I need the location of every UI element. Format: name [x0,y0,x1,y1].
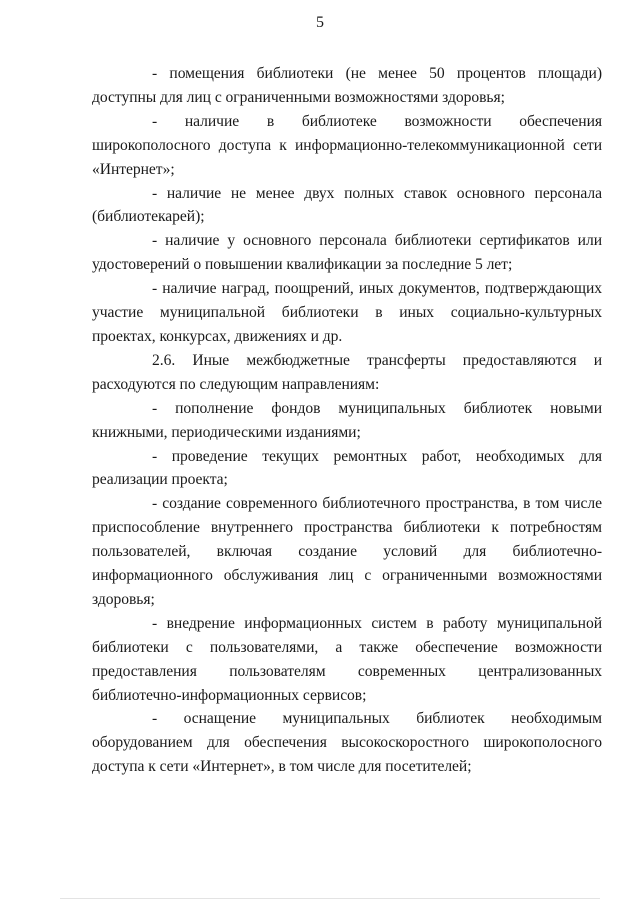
paragraph-section-2-6: 2.6. Иные межбюджетные трансферты предоставляются и расходуются по следующим направлениям: [92,351,602,393]
paragraph-staff-positions: - наличие не менее двух полных ставок основного персонала (библиотекарей); [92,184,602,226]
paragraph-modern-library-space: - создание современного библиотечного пространства, в том числе приспособление внутреннего пространства библиотеки к потребностям пользователей, включая создание условий для библиотечно-информационного обслуживания лиц с ограниченными возможностями здоровья; [92,495,602,608]
paragraph-staff-certificates: - наличие у основного персонала библиотеки сертификатов или удостоверений о повышении квалификации за последние 5 лет; [92,232,602,274]
paragraph-premises-accessibility: - помещения библиотеки (не менее 50 процентов площади) доступны для лиц с ограниченными возможностями здоровья; [92,65,602,106]
paragraph-repair-works: - проведение текущих ремонтных работ, необходимых для реализации проекта; [92,447,602,489]
paragraph-broadband-access: - наличие в библиотеке возможности обеспечения широкополосного доступа к информационно-телекоммуникационной сети «Интернет»; [92,112,602,178]
document-body [92,62,602,779]
paragraph-fund-replenishment: - пополнение фондов муниципальных библиотек новыми книжными, периодическими изданиями; [92,399,602,441]
paragraph-information-systems: - внедрение информационных систем в работу муниципальной библиотеки с пользователями, а также обеспечение возможности предоставления пользователям современных централизованных библиотечно-информационных сервисов; [92,614,602,704]
scan-bottom-edge [60,898,600,899]
paragraph-awards-participation: - наличие наград, поощрений, иных документов, подтверждающих участие муниципальной библиотеки в иных социально-культурных проектах, конкурсах, движениях и др. [92,280,602,345]
paragraph-equipment: - оснащение муниципальных библиотек необходимым оборудованием для обеспечения высокоскоростного широкополосного доступа к сети «Интернет», в том числе для посетителей; [92,710,602,776]
page-number: 5 [316,14,324,31]
